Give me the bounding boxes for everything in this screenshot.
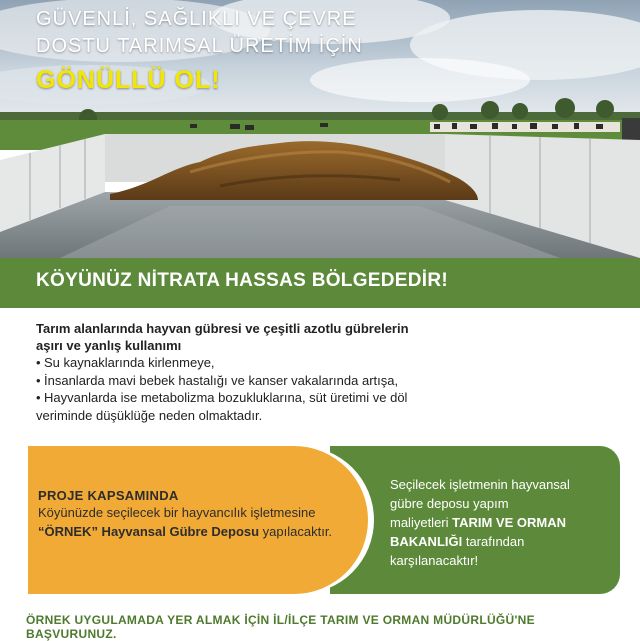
funding-text bbox=[390, 475, 610, 570]
bullet-icon: • bbox=[36, 355, 41, 370]
ministry-name-part-2: BAKANLIĞI bbox=[390, 534, 463, 549]
info-text-block bbox=[36, 320, 606, 424]
volunteer-call-to-action: GÖNÜLLÜ OL! bbox=[36, 66, 221, 94]
funding-line-3 bbox=[390, 513, 610, 532]
sample-depot-name: “ÖRNEK” Hayvansal Gübre Deposu bbox=[38, 524, 260, 539]
bullet-icon: • bbox=[36, 372, 41, 388]
project-text bbox=[38, 488, 358, 541]
project-line-2 bbox=[38, 522, 358, 541]
application-footer: ÖRNEK UYGULAMADA YER ALMAK İÇİN İL/İLÇE TARIM VE ORMAN MÜDÜRLÜĞÜ'NE BAŞVURUNUZ. bbox=[26, 613, 535, 641]
project-panel bbox=[28, 446, 368, 594]
funding-line-4-rest: tarafından bbox=[462, 534, 525, 549]
list-item bbox=[36, 372, 606, 390]
funding-panel bbox=[330, 446, 620, 594]
funding-line-5: karşılanacaktır! bbox=[390, 553, 479, 568]
ministry-name-part-1: TARIM VE ORMAN bbox=[452, 515, 566, 530]
bullet-text-1: Su kaynaklarında kirlenmeye, bbox=[44, 355, 215, 370]
funding-line-3-pre: maliyetleri bbox=[390, 515, 453, 530]
bullet-icon: • bbox=[36, 390, 41, 405]
project-title: PROJE KAPSAMINDA bbox=[38, 488, 179, 503]
project-line-2-rest: yapılacaktır. bbox=[259, 524, 333, 539]
bullet-text-3: Hayvanlarda ise metabolizma bozukluklarına, süt üretimi ve döl bbox=[44, 390, 408, 405]
banner-title: KÖYÜNÜZ NİTRATA HASSAS BÖLGEDEDİR! bbox=[36, 270, 449, 291]
list-item bbox=[36, 389, 606, 407]
nitrate-warning-banner bbox=[0, 258, 640, 308]
list-item bbox=[36, 354, 606, 372]
hero-headline bbox=[36, 6, 363, 95]
intro-line-2: aşırı ve yanlış kullanımı bbox=[36, 338, 182, 353]
intro-line-1: Tarım alanlarında hayvan gübresi ve çeşitli azotlu gübrelerin bbox=[36, 321, 409, 336]
hero-line-2: DOSTU TARIMSAL ÜRETİM İÇİN bbox=[36, 35, 363, 57]
funding-line-4 bbox=[390, 532, 610, 551]
hero-section bbox=[0, 0, 640, 258]
bullet-text-2: İnsanlarda mavi bebek hastalığı ve kanser vakalarında artışa, bbox=[44, 372, 399, 388]
hero-line-1: GÜVENLİ, SAĞLIKLI VE ÇEVRE bbox=[36, 8, 357, 30]
funding-line-1: Seçilecek işletmenin hayvansal bbox=[390, 477, 570, 492]
project-line-1: Köyünüzde seçilecek bir hayvancılık işletmesine bbox=[38, 505, 316, 520]
funding-line-2: gübre deposu yapım bbox=[390, 496, 509, 511]
bullet-text-3-continued: veriminde düşüklüğe neden olmaktadır. bbox=[36, 407, 263, 423]
